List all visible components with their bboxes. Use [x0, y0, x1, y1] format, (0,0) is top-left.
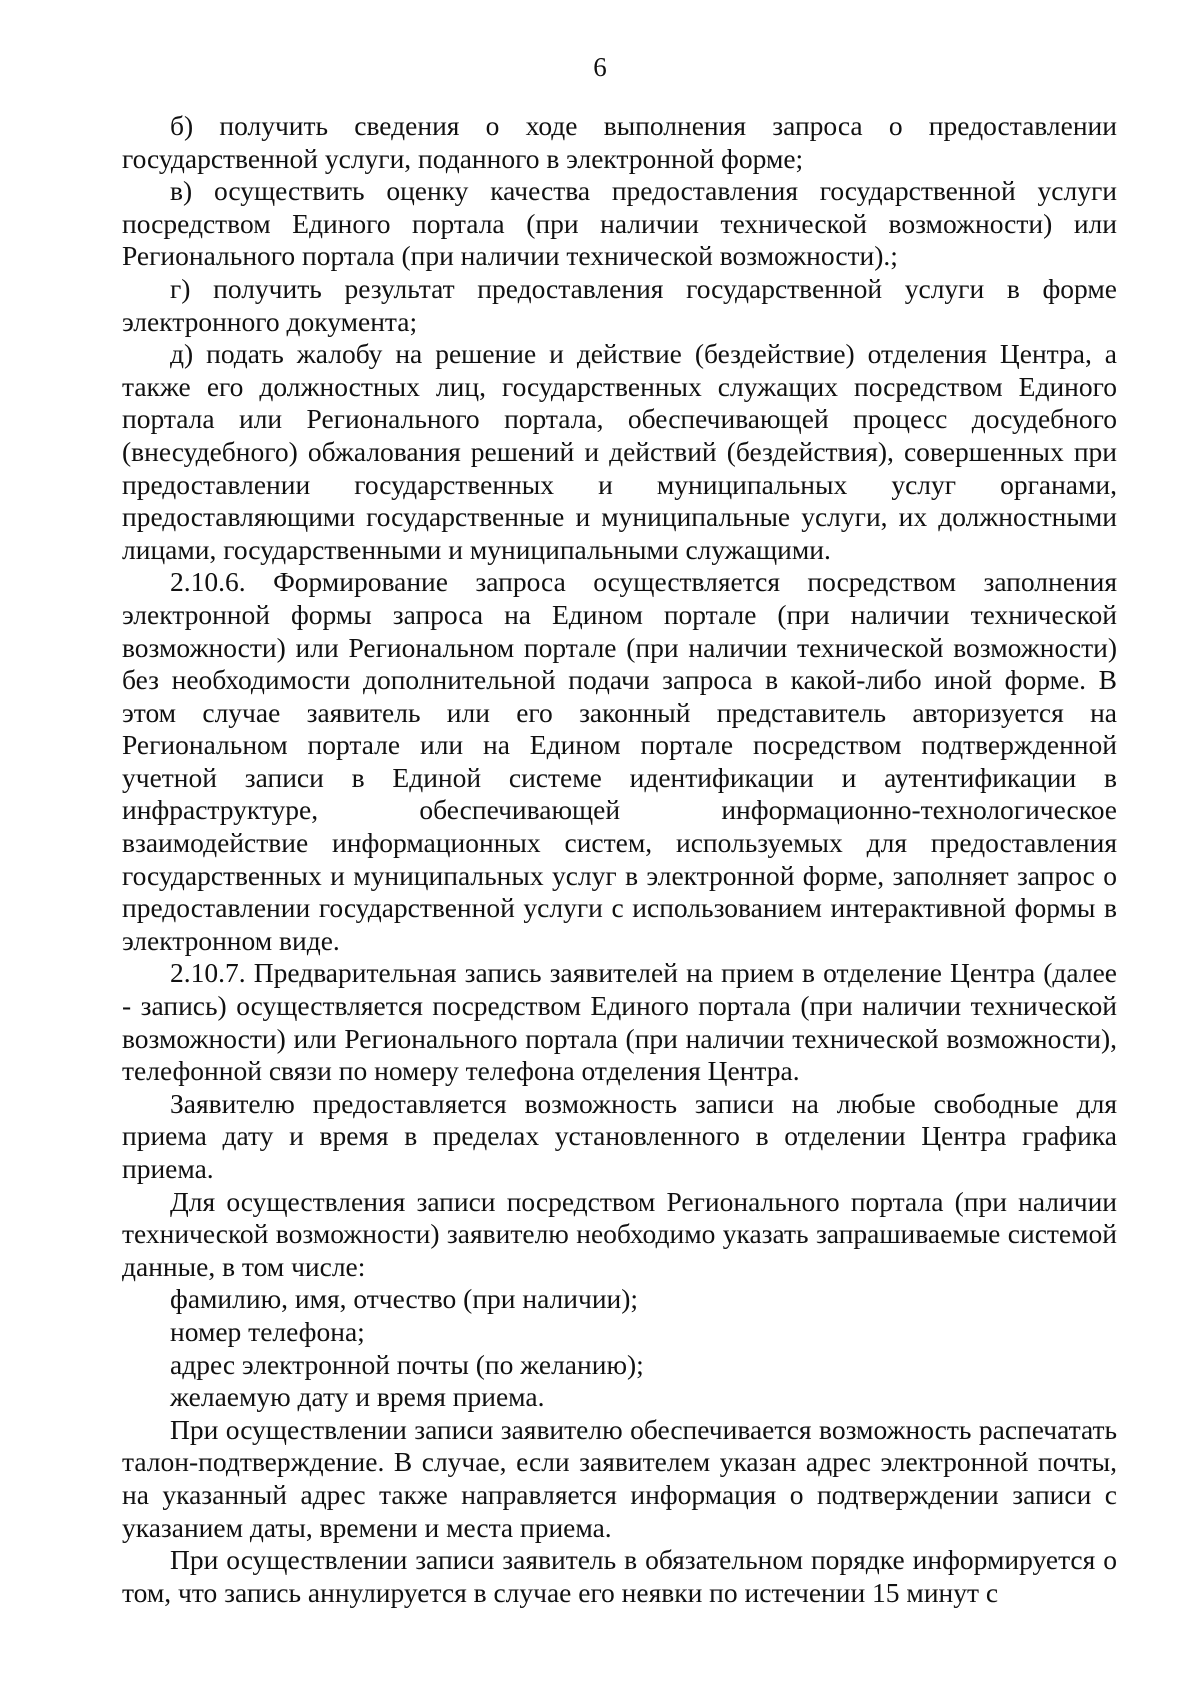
- paragraph-confirmation: При осуществлении записи заявителю обеспечивается возможность распечатать талон-подтверждение. В случае, если заявителем указан адрес электронной почты, на указанный адрес также направляется информация о подтверждении записи с указанием даты, времени и места приема.: [122, 1413, 1117, 1543]
- paragraph-2-10-6: 2.10.6. Формирование запроса осуществляется посредством заполнения электронной формы запроса на Едином портале (при наличии технической возможности) или Региональном портале (при наличии технической возможности) без необходимости дополнительной подачи запроса в какой-либо иной форме. В этом случае заявитель или его законный представитель авторизуется на Региональном портале или на Едином портале посредством подтвержденной учетной записи в Единой системе идентификации и аутентификации в инфраструктуре, обеспечивающей информационно-технологическое взаимодействие информационных систем, используемых для предоставления государственных и муниципальных услуг в электронной форме, заполняет запрос о предоставлении государственной услуги с использованием интерактивной формы в электронном виде.: [122, 566, 1117, 956]
- paragraph-booking-options: Заявителю предоставляется возможность записи на любые свободные для приема дату и время в пределах установленного в отделении Центра графика приема.: [122, 1087, 1117, 1184]
- paragraph-g: г) получить результат предоставления государственной услуги в форме электронного документа;: [122, 272, 1117, 337]
- paragraph-required-data: Для осуществления записи посредством Регионального портала (при наличии технической возможности) заявителю необходимо указать запрашиваемые системой данные, в том числе:: [122, 1185, 1117, 1282]
- list-item-phone: номер телефона;: [170, 1315, 365, 1347]
- paragraph-b: б) получить сведения о ходе выполнения запроса о предоставлении государственной услуги, поданного в электронной форме;: [122, 110, 1117, 174]
- list-item-email: адрес электронной почты (по желанию);: [170, 1348, 644, 1380]
- paragraph-2-10-7: 2.10.7. Предварительная запись заявителей на прием в отделение Центра (далее - запись) осуществляется посредством Единого портала (при наличии технической возможности) или Регионального портала (при наличии технической возможности), телефонной связи по номеру телефона отделения Центра.: [122, 957, 1117, 1087]
- paragraph-d: д) подать жалобу на решение и действие (бездействие) отделения Центра, а также его должностных лиц, государственных служащих посредством Единого портала или Регионального портала, обеспечивающей процесс досудебного (внесудебного) обжалования решений и действий (бездействия), совершенных при предоставлении государственных и муниципальных услуг органами, предоставляющими государственные и муниципальные услуги, их должностными лицами, государственными и муниципальными служащими.: [122, 338, 1117, 565]
- document-body: [122, 110, 1117, 1609]
- list-item-full-name: фамилию, имя, отчество (при наличии);: [170, 1283, 639, 1315]
- paragraph-v: в) осуществить оценку качества предоставления государственной услуги посредством Единого портала (при наличии технической возможности) или Регионального портала (при наличии технической возможности).;: [122, 175, 1117, 272]
- paragraph-cancellation: При осуществлении записи заявитель в обязательном порядке информируется о том, что запись аннулируется в случае его неявки по истечении 15 минут с: [122, 1544, 1117, 1608]
- list-item-date-time: желаемую дату и время приема.: [170, 1381, 545, 1413]
- page-number: 6: [593, 52, 607, 82]
